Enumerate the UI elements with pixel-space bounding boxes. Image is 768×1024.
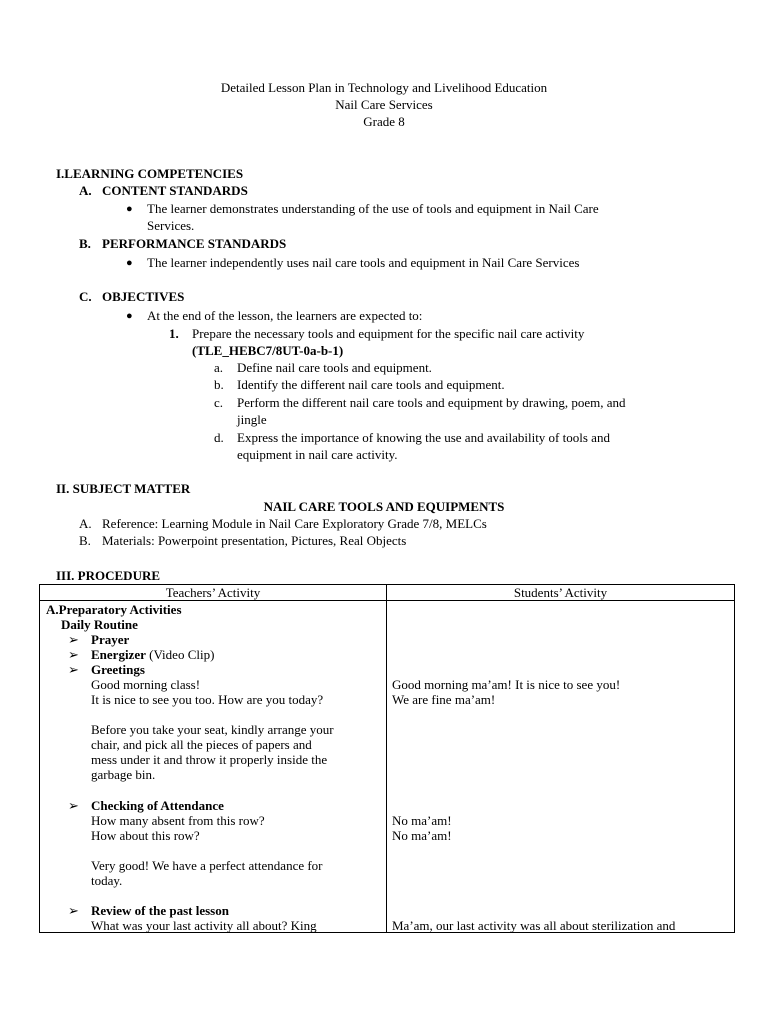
student-activity-cell — [387, 601, 735, 933]
energizer-line — [91, 647, 214, 662]
content-standards-letter: A. — [79, 183, 92, 198]
content-standards-text-cont: Services. — [147, 218, 195, 233]
content-standards-text: The learner demonstrates understanding of the use of tools and equipment in Nail Care — [147, 201, 599, 216]
teacher-line: It is nice to see you too. How are you today? — [91, 692, 324, 707]
subitem-text: Define nail care tools and equipment. — [237, 360, 432, 375]
student-line: No ma’am! — [392, 813, 452, 828]
teacher-activity-cell — [40, 601, 387, 933]
subitem-letter: c. — [214, 395, 224, 410]
teacher-line: mess under it and throw it properly inside the — [91, 752, 328, 767]
student-line: No ma’am! — [392, 828, 452, 843]
table-header-row — [40, 585, 735, 601]
teacher-line: Before you take your seat, kindly arrange your — [91, 722, 334, 737]
preparatory-heading: A.Preparatory Activities — [46, 602, 182, 617]
bullet-icon: ● — [126, 310, 133, 322]
performance-standards-text: The learner independently uses nail care tools and equipment in Nail Care Services — [147, 255, 580, 270]
subitem-letter: d. — [214, 430, 224, 445]
subitem-text: Perform the different nail care tools and equipment by drawing, poem, and — [237, 395, 626, 410]
teacher-line: garbage bin. — [91, 767, 156, 782]
objectives-intro: At the end of the lesson, the learners are expected to: — [147, 308, 423, 323]
objective-number: 1. — [169, 326, 179, 341]
teacher-line: Good morning class! — [91, 677, 201, 692]
subitem-text-cont: equipment in nail care activity. — [237, 447, 398, 462]
objectives-heading: OBJECTIVES — [102, 289, 185, 304]
table-row — [40, 601, 735, 933]
student-line: Good morning ma’am! It is nice to see you! — [392, 677, 621, 692]
materials-text: Materials: Powerpoint presentation, Pictures, Real Objects — [102, 533, 407, 548]
procedure-heading: III. PROCEDURE — [56, 568, 161, 583]
teacher-line: today. — [91, 873, 123, 888]
arrow-bullet-icon: ➢ — [68, 632, 79, 647]
performance-standards-heading: PERFORMANCE STANDARDS — [102, 236, 287, 251]
bullet-icon: ● — [126, 257, 133, 269]
subitem-text: Express the importance of knowing the use and availability of tools and — [237, 430, 610, 445]
teacher-column-header: Teachers’ Activity — [40, 585, 387, 601]
objectives-letter: C. — [79, 289, 92, 304]
objective-text: Prepare the necessary tools and equipment for the specific nail care activity — [192, 326, 585, 341]
document-subtitle: Nail Care Services — [335, 97, 433, 112]
energizer-label: Energizer — [91, 647, 146, 662]
performance-standards-letter: B. — [79, 236, 91, 251]
attendance-label: Checking of Attendance — [91, 798, 224, 813]
document-title: Detailed Lesson Plan in Technology and Livelihood Education — [220, 80, 548, 95]
bullet-icon: ● — [126, 203, 133, 215]
topic-title: NAIL CARE TOOLS AND EQUIPMENTS — [263, 499, 505, 514]
teacher-line: How about this row? — [91, 828, 200, 843]
teacher-line: How many absent from this row? — [91, 813, 265, 828]
arrow-bullet-icon: ➢ — [68, 903, 79, 918]
subitem-letter: a. — [214, 360, 224, 375]
student-line: We are fine ma’am! — [392, 692, 496, 707]
procedure-table — [39, 584, 735, 933]
document-grade: Grade 8 — [363, 114, 405, 129]
materials-letter: B. — [79, 533, 91, 548]
student-column-header: Students’ Activity — [387, 585, 735, 601]
arrow-bullet-icon: ➢ — [68, 798, 79, 813]
objective-code: (TLE_HEBC7/8UT-0a-b-1) — [192, 343, 344, 358]
reference-text: Reference: Learning Module in Nail Care Exploratory Grade 7/8, MELCs — [102, 516, 487, 531]
teacher-line: chair, and pick all the pieces of papers and — [91, 737, 312, 752]
teacher-line: Very good! We have a perfect attendance for — [91, 858, 323, 873]
subitem-text: Identify the different nail care tools and equipment. — [237, 377, 505, 392]
arrow-bullet-icon: ➢ — [68, 647, 79, 662]
prayer-label: Prayer — [91, 632, 130, 647]
teacher-line: What was your last activity all about? King — [91, 918, 317, 932]
review-label: Review of the past lesson — [91, 903, 229, 918]
student-line: Ma’am, our last activity was all about sterilization and — [392, 918, 676, 932]
reference-letter: A. — [79, 516, 92, 531]
greetings-label: Greetings — [91, 662, 145, 677]
subject-matter-heading: II. SUBJECT MATTER — [56, 481, 191, 496]
subitem-text-cont: jingle — [237, 412, 267, 427]
content-standards-heading: CONTENT STANDARDS — [102, 183, 248, 198]
competencies-heading: I.LEARNING COMPETENCIES — [56, 166, 244, 181]
subitem-letter: b. — [214, 377, 224, 392]
arrow-bullet-icon: ➢ — [68, 662, 79, 677]
energizer-note: (Video Clip) — [145, 647, 215, 662]
daily-routine-heading: Daily Routine — [61, 617, 138, 632]
